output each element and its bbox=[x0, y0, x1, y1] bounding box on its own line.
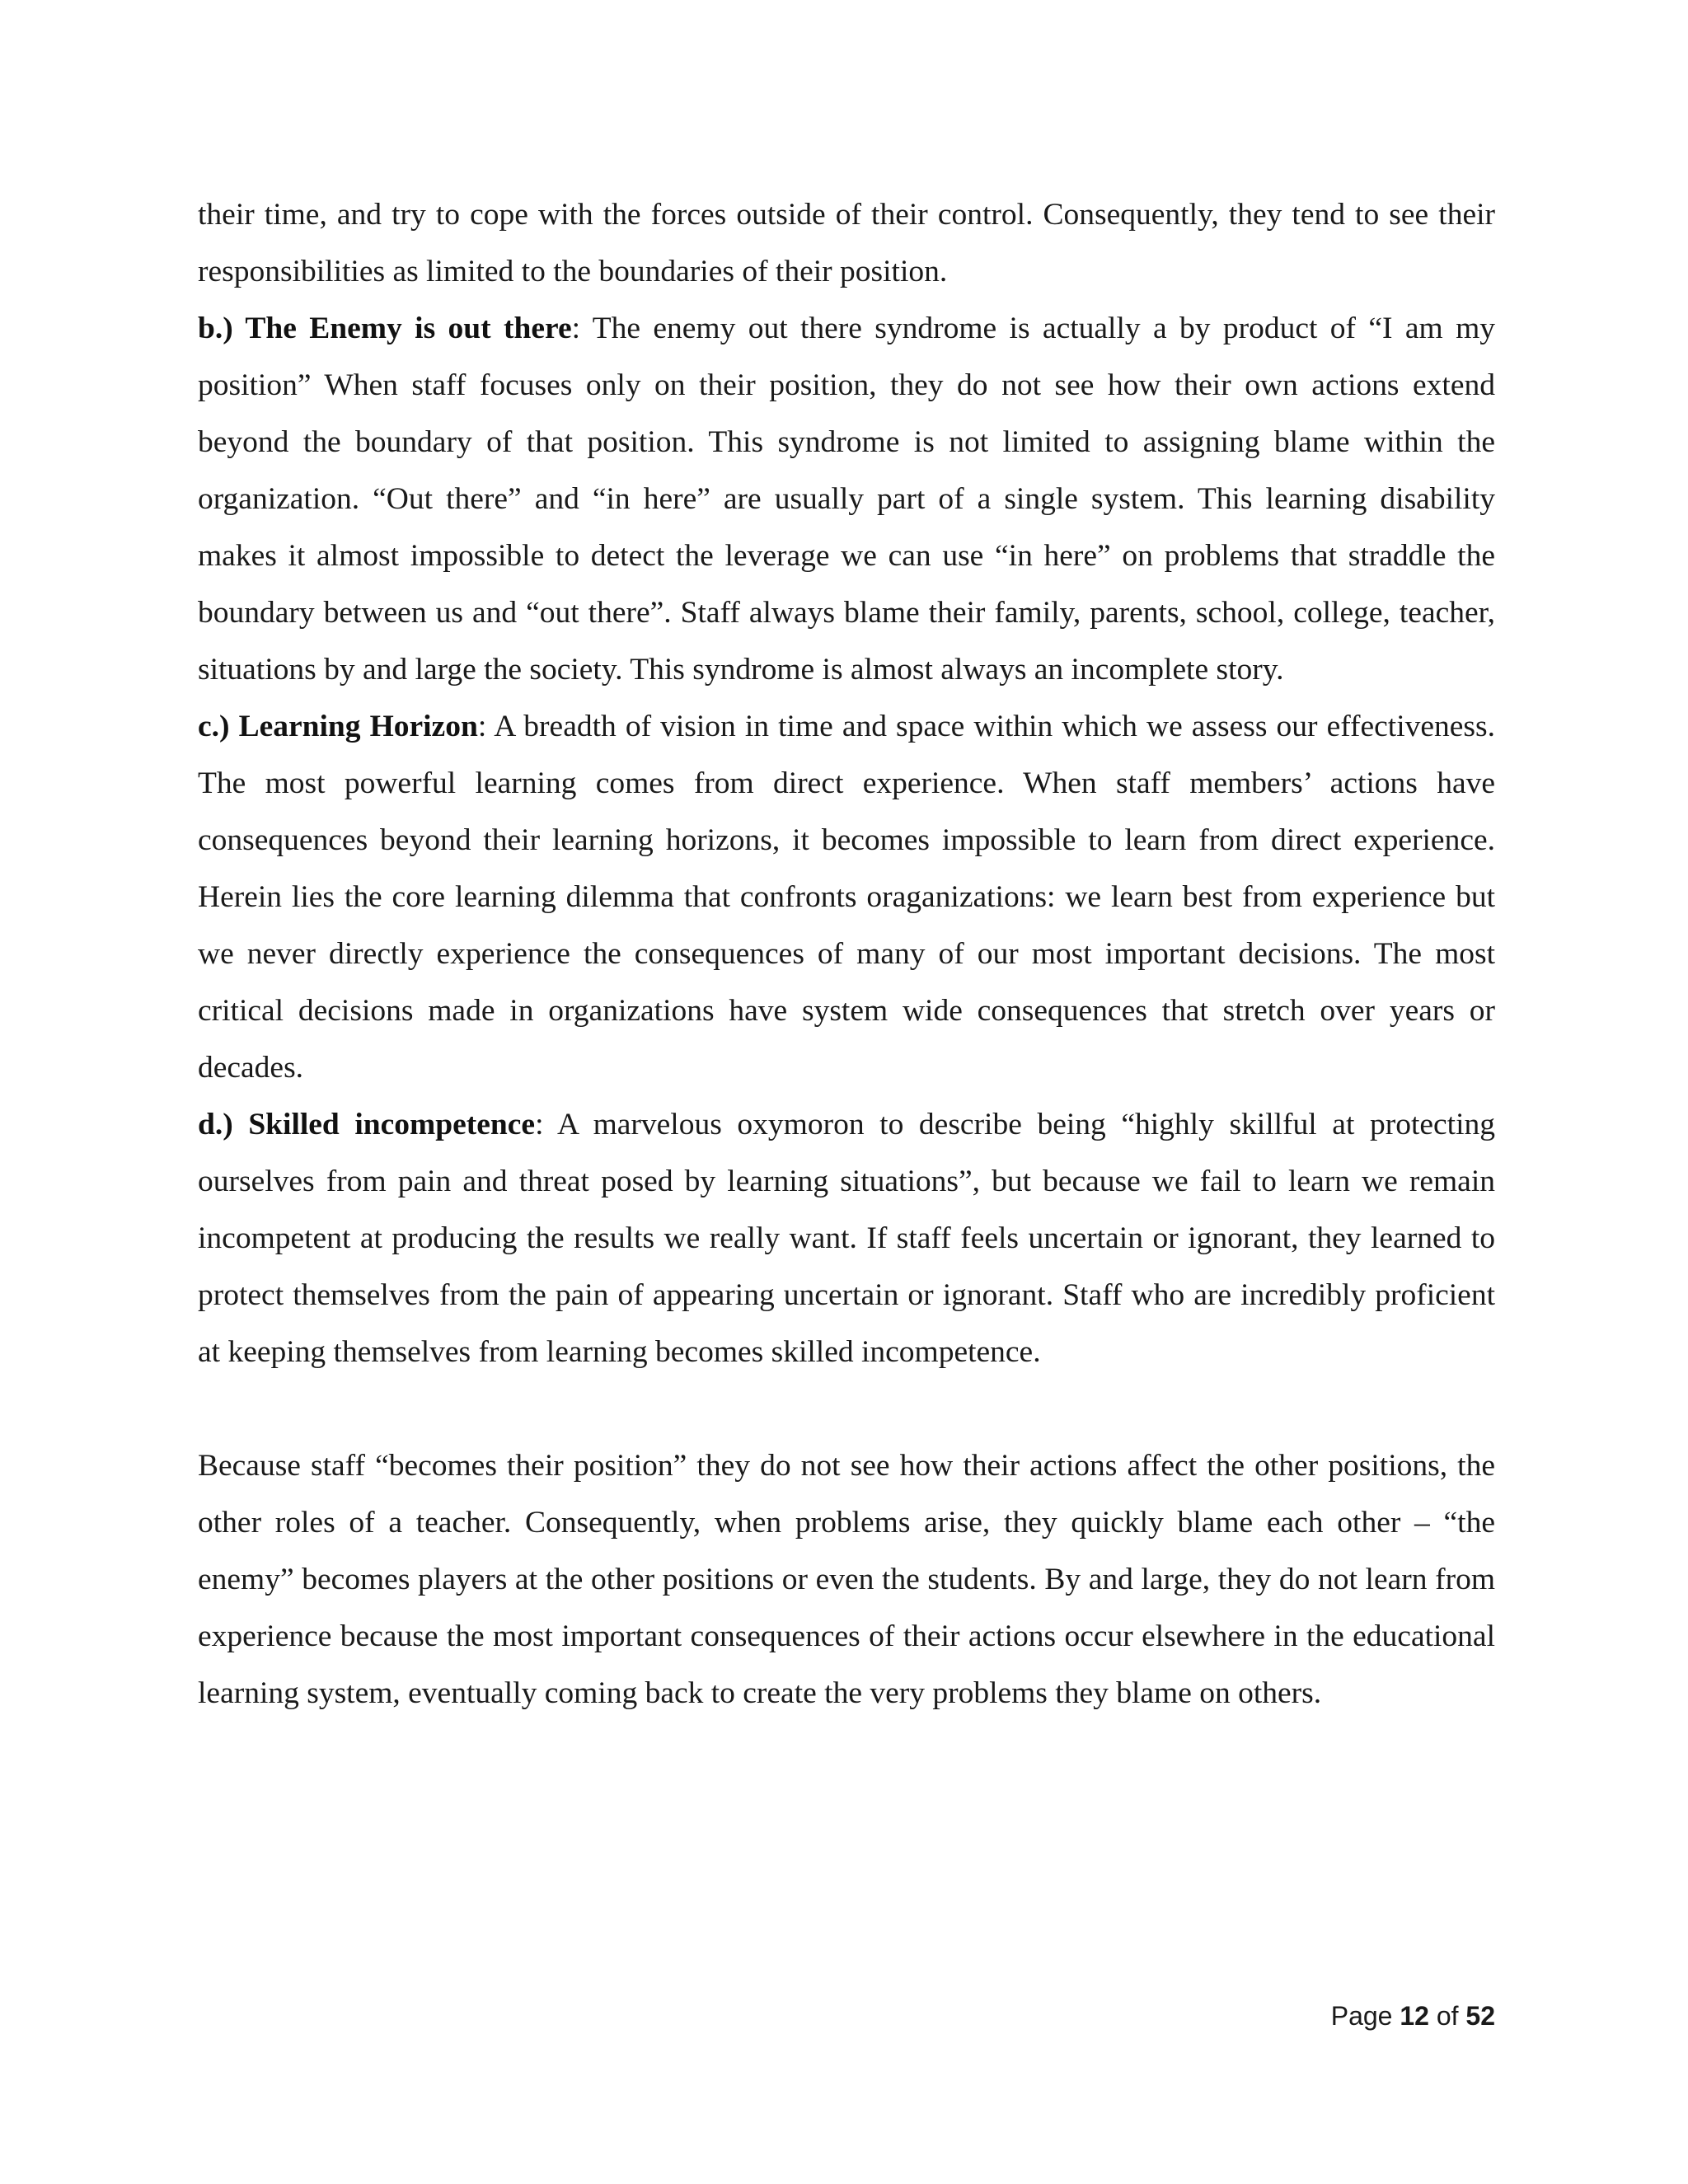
text-learning-horizon: : A breadth of vision in time and space within which we assess our effectiveness. The most powerful learning comes from direct experience. When staff members’ actions have consequences beyond their learning horizons, it becomes impossible to learn from direct experience. Herein lies the core learning dilemma that confronts oraganizations: we learn best from experience but we never directly experience the consequences of many of our most important decisions. The most critical decisions made in organizations have system wide consequences that stretch over years or decades. bbox=[198, 710, 1495, 1085]
heading-enemy-out-there: b.) The Enemy is out there bbox=[198, 312, 572, 345]
text-enemy-out-there: : The enemy out there syndrome is actually a by product of “I am my position” When staff focuses only on their position, they do not see how their own actions extend beyond the boundary of that position. This syndrome is not limited to assigning blame within the organization. “Out there” and “in here” are usually part of a single system. This learning disability makes it almost impossible to detect the leverage we can use “in here” on problems that straddle the boundary between us and “out there”. Staff always blame their family, parents, school, college, teacher, situations by and large the society. This syndrome is almost always an incomplete story. bbox=[198, 312, 1495, 687]
heading-skilled-incompetence: d.) Skilled incompetence bbox=[198, 1108, 536, 1141]
page-word: Page bbox=[1330, 2001, 1400, 2031]
page-footer bbox=[1331, 2001, 1495, 2032]
paragraph-intro: their time, and try to cope with the forces outside of their control. Consequently, they tend to see their responsibilities as limited to the boundaries of their position. bbox=[198, 198, 1495, 288]
text-skilled-incompetence: : A marvelous oxymoron to describe being “highly skillful at protecting ourselves from pain and threat posed by learning situations”, but because we fail to learn we remain incompetent at producing the results we really want. If staff feels uncertain or ignorant, they learned to protect themselves from the pain of appearing uncertain or ignorant. Staff who are incredibly proficient at keeping themselves from learning becomes skilled incompetence. bbox=[198, 1108, 1495, 1369]
paragraph-enemy-out-there bbox=[198, 300, 1495, 698]
paragraph-learning-horizon bbox=[198, 698, 1495, 1096]
page-number: 12 bbox=[1400, 2001, 1429, 2031]
of-word: of bbox=[1428, 2001, 1466, 2031]
body-text bbox=[198, 186, 1495, 1722]
paragraph-skilled-incompetence bbox=[198, 1096, 1495, 1380]
total-pages: 52 bbox=[1465, 2001, 1495, 2031]
paragraph-conclusion: Because staff “becomes their position” they do not see how their actions affect the other positions, the other roles of a teacher. Consequently, when problems arise, they quickly blame each other – “the enemy” becomes players at the other positions or even the students. By and large, they do not learn from experience because the most important consequences of their actions occur elsewhere in the educational learning system, eventually coming back to create the very problems they blame on others. bbox=[198, 1449, 1495, 1710]
heading-learning-horizon: c.) Learning Horizon bbox=[198, 710, 478, 743]
